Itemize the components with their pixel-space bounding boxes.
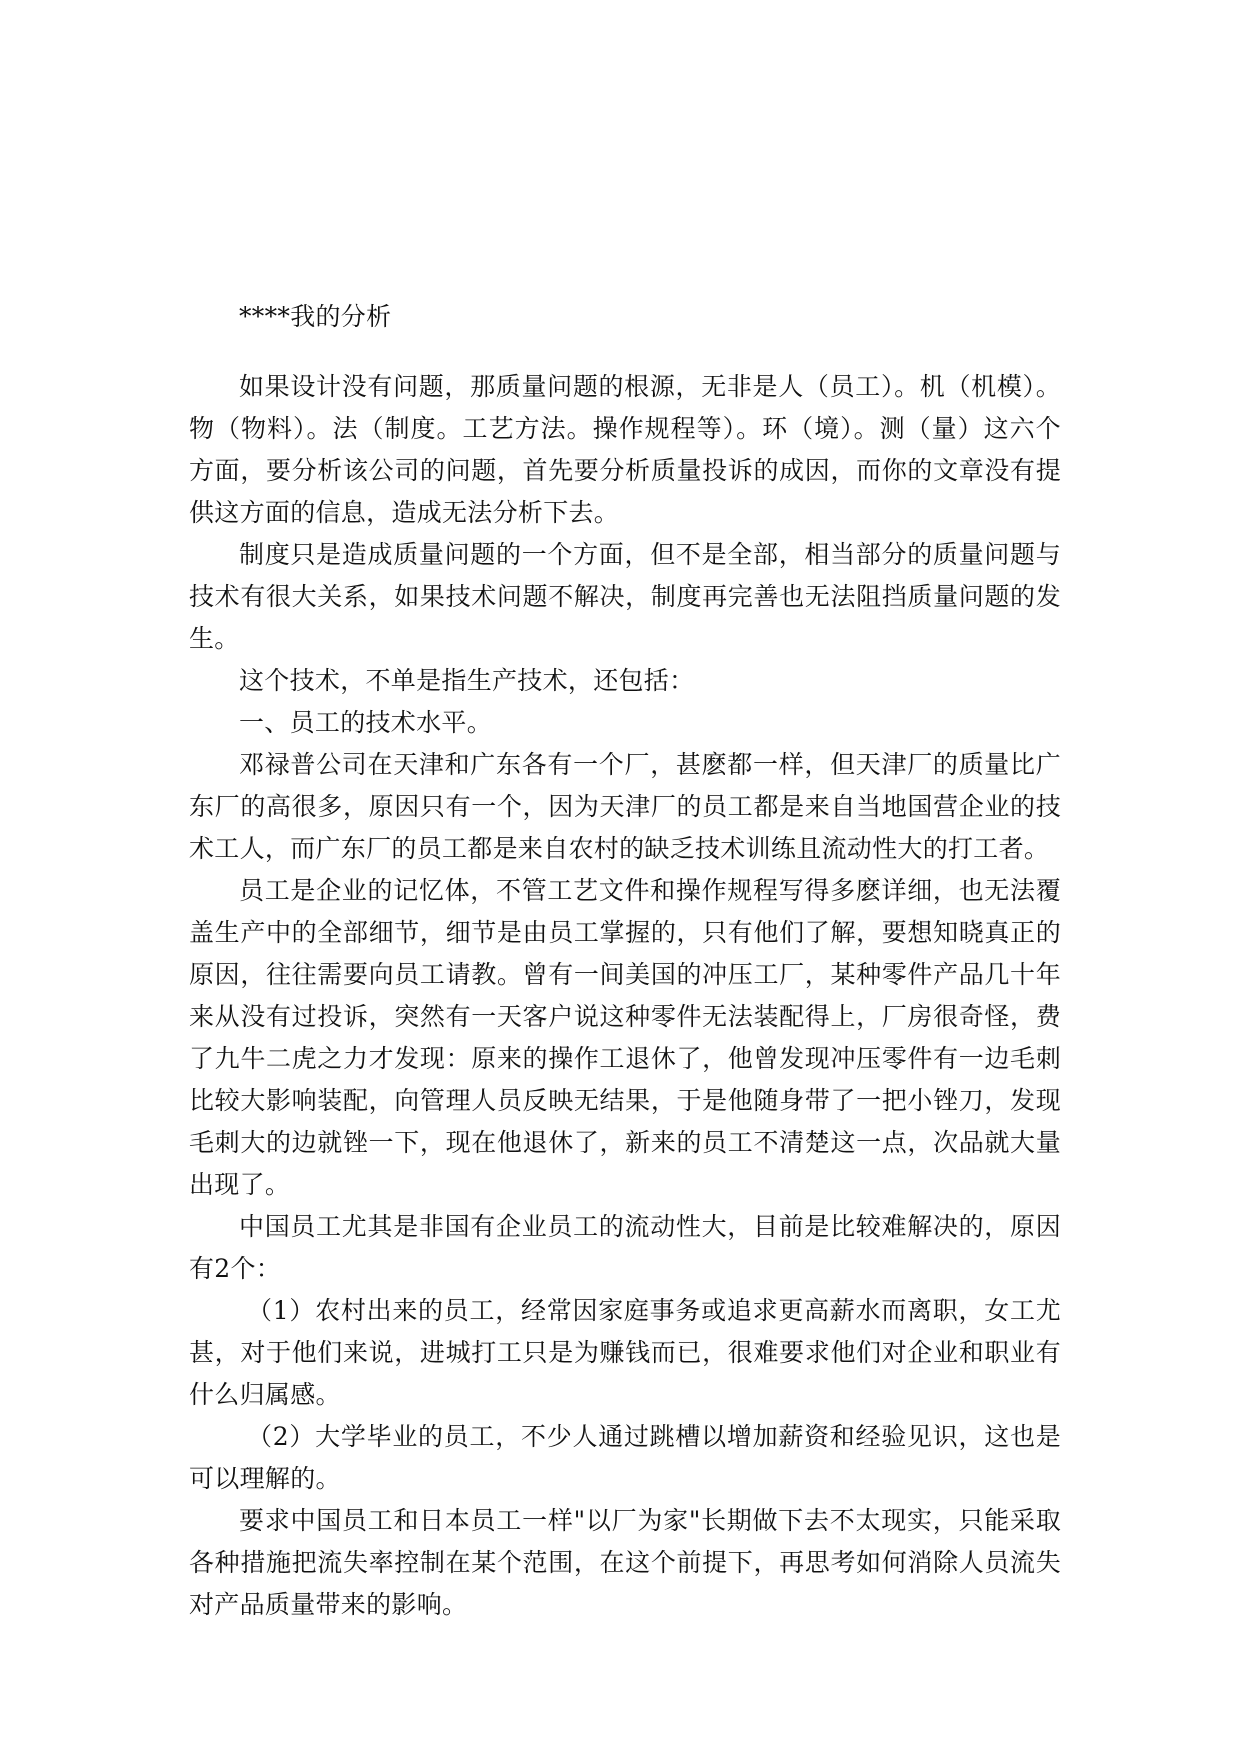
list-item-rural-employees: （1）农村出来的员工，经常因家庭事务或追求更高薪水而离职，女工尤甚，对于他们来说，进城打工只是为赚钱而已，很难要求他们对企业和职业有什么归属感。 — [189, 1296, 1061, 1409]
paragraph-employee-memory: 员工是企业的记忆体，不管工艺文件和操作规程写得多麽详细，也无法覆盖生产中的全部细节，细节是由员工掌握的，只有他们了解，要想知晓真正的原因，往往需要向员工请教。曾有一间美国的冲压工厂，某种零件产品几十年来从没有过投诉，突然有一天客户说这种零件无法装配得上，厂房很奇怪，费了九牛二虎之力才发现：原来的操作工退休了，他曾发现冲压零件有一边毛刺比较大影响装配，向管理人员反映无结果，于是他随身带了一把小锉刀，发现毛刺大的边就锉一下，现在他退休了，新来的员工不清楚这一点，次品就大量出现了。 — [189, 876, 1061, 1199]
list-item-graduate-employees: （2）大学毕业的员工，不少人通过跳槽以增加薪资和经验见识，这也是可以理解的。 — [189, 1422, 1061, 1493]
paragraph-system-vs-technology: 制度只是造成质量问题的一个方面，但不是全部，相当部分的质量问题与技术有很大关系，如果技术问题不解决，制度再完善也无法阻挡质量问题的发生。 — [189, 540, 1061, 653]
section-heading: ****我的分析 — [239, 302, 392, 331]
paragraph-root-causes: 如果设计没有问题，那质量问题的根源，无非是人（员工）。机（机模）。物（物料）。法（制度。工艺方法。操作规程等）。环（境）。测（量）这六个方面，要分析该公司的问题，首先要分析质量投诉的成因，而你的文章没有提供这方面的信息，造成无法分析下去。 — [189, 372, 1061, 527]
paragraph-turnover-reasons: 中国员工尤其是非国有企业员工的流动性大，目前是比较难解决的，原因有2个： — [189, 1212, 1061, 1283]
paragraph-conclusion: 要求中国员工和日本员工一样"以厂为家"长期做下去不太现实，只能采取各种措施把流失率控制在某个范围，在这个前提下，再思考如何消除人员流失对产品质量带来的影响。 — [189, 1506, 1061, 1619]
paragraph-dunlop-example: 邓禄普公司在天津和广东各有一个厂，甚麽都一样，但天津厂的质量比广东厂的高很多，原因只有一个，因为天津厂的员工都是来自当地国营企业的技术工人，而广东厂的员工都是来自农村的缺乏技术训练且流动性大的打工者。 — [189, 750, 1061, 863]
list-heading-employee-skill: 一、员工的技术水平。 — [239, 708, 493, 737]
paragraph-technology-scope: 这个技术，不单是指生产技术，还包括： — [239, 666, 695, 695]
document-body — [189, 296, 1061, 1626]
